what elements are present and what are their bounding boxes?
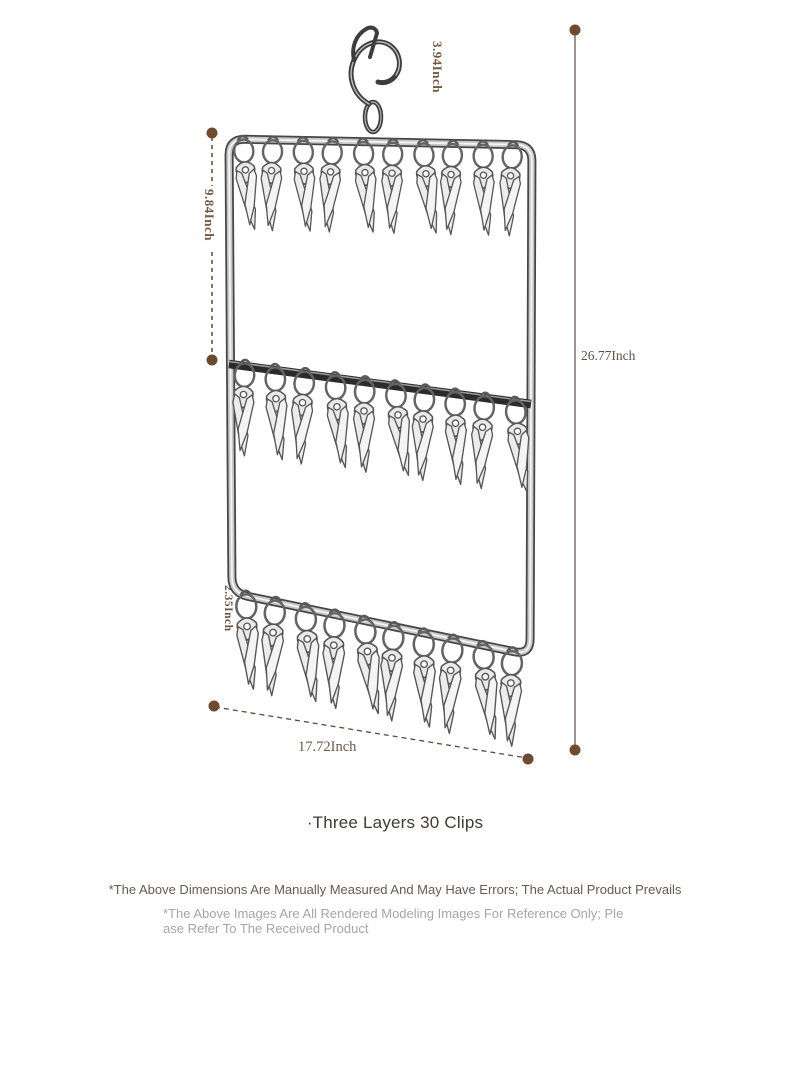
- product-caption: ·Three Layers 30 Clips: [306, 813, 484, 832]
- dimension-dot: [523, 754, 534, 765]
- disclaimer-images-line1: *The Above Images Are All Rendered Modeling Images For Reference Only; Ple: [163, 906, 624, 921]
- clip: [413, 628, 436, 727]
- hanging-hook-icon: [351, 28, 399, 132]
- dimension-line-width: [215, 707, 527, 758]
- clip: [315, 137, 344, 232]
- clip: [497, 647, 524, 747]
- clip: [352, 376, 376, 473]
- dimension-label-hook-height: 3.94Inch: [430, 41, 445, 94]
- clip: [265, 364, 289, 461]
- clip: [412, 139, 442, 235]
- clip: [235, 590, 260, 689]
- disclaimer-dimensions: *The Above Dimensions Are Manually Measured And May Have Errors; The Actual Product Prevails: [108, 882, 682, 897]
- clip: [445, 388, 468, 484]
- clip: [293, 137, 317, 232]
- clip: [467, 392, 496, 489]
- disclaimer-images: [163, 906, 623, 937]
- dimension-dot: [570, 745, 581, 756]
- dimension-dot: [209, 701, 220, 712]
- clip: [257, 596, 287, 696]
- clip: [258, 136, 283, 231]
- clip: [353, 615, 385, 715]
- clip: [495, 141, 524, 236]
- dimension-label-layer-gap: 9.84Inch: [202, 189, 217, 242]
- dimension-dot: [207, 128, 218, 139]
- clip: [294, 603, 322, 703]
- clip: [233, 135, 262, 230]
- clip: [324, 371, 352, 468]
- clip: [473, 141, 495, 235]
- clips-group: [230, 135, 533, 746]
- clip: [321, 609, 346, 708]
- clip: [287, 367, 316, 464]
- clip: [435, 634, 465, 734]
- clip: [472, 640, 502, 740]
- dimension-dot: [207, 355, 218, 366]
- clip: [380, 139, 404, 234]
- clip: [384, 379, 415, 477]
- dimension-label-width: 17.72Inch: [298, 739, 357, 755]
- clip: [409, 384, 437, 481]
- dimension-label-clip-length: 2.35Inch: [222, 585, 234, 632]
- dimension-label-total-height: 26.77Inch: [581, 348, 636, 363]
- clip: [353, 138, 380, 233]
- disclaimer-images-line2: ase Refer To The Received Product: [163, 921, 369, 937]
- clip: [377, 621, 405, 721]
- dimension-dot: [570, 25, 581, 36]
- clip: [437, 140, 464, 235]
